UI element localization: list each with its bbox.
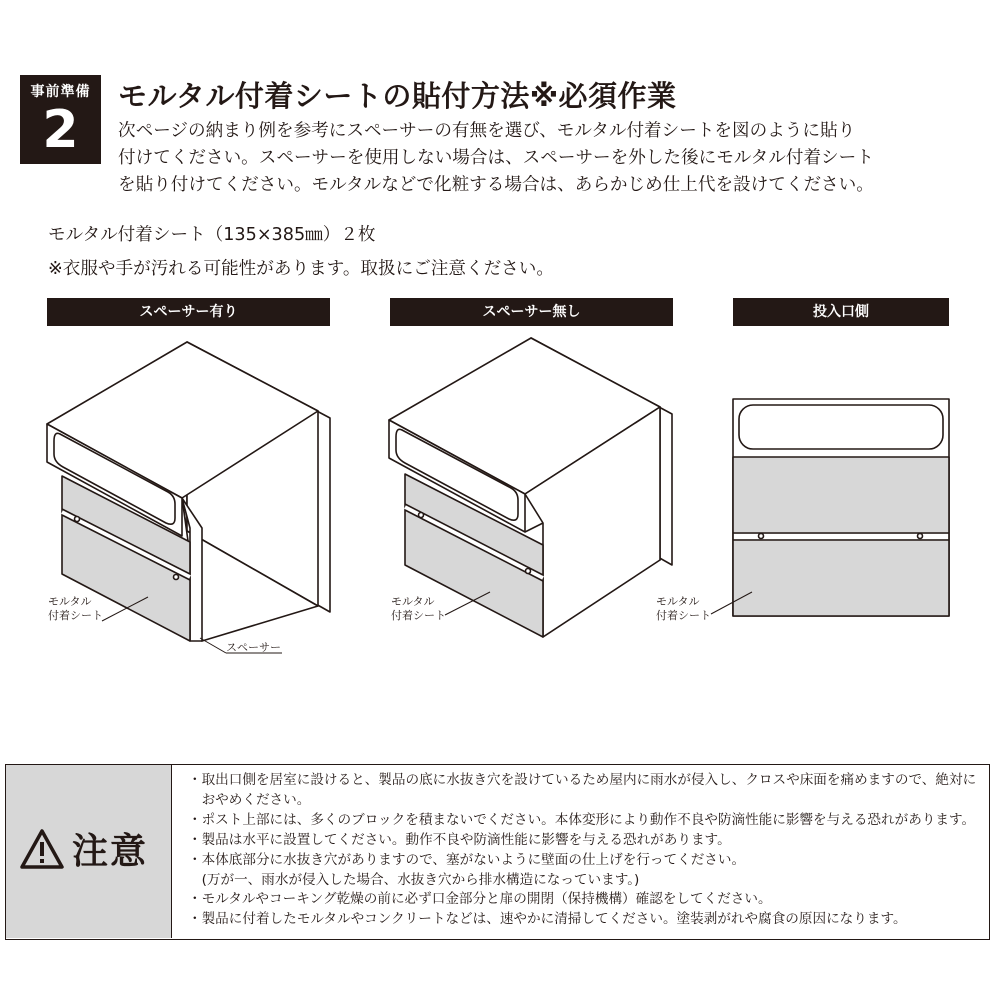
callout-mortar-sheet (656, 595, 711, 623)
caution-box (5, 764, 990, 940)
step-label: 事前準備 (30, 84, 91, 100)
callout-line: 付着シート (391, 609, 446, 622)
diagram-header-with-spacer: スペーサー有り (47, 298, 330, 326)
step-number: 2 (42, 100, 79, 160)
mailbox-without-spacer-illustration (389, 338, 672, 637)
caution-item: ・本体底部分に水抜き穴がありますので、塞がないように壁面の仕上げを行ってください。 (188, 851, 746, 868)
description-line: 次ページの納まり例を参考にスペーサーの有無を選び、モルタル付着シートを図のように貼り (118, 121, 856, 141)
caution-item: ・モルタルやコーキング乾燥の前に必ず口金部分と扉の開閉（保持機構）確認をしてください。 (188, 891, 772, 908)
callout-mortar-sheet (391, 595, 446, 623)
warning-triangle-icon (19, 827, 65, 871)
diagram-header-slot-side: 投入口側 (733, 298, 949, 326)
caution-item: ・取出口側を居室に設けると、製品の底に水抜き穴を設けているため屋内に雨水が侵入し、クロスや床面を痛めますので、絶対に (188, 772, 977, 788)
callout-line: 付着シート (48, 609, 103, 622)
caution-item: ・ポスト上部には、多くのブロックを積まないでください。本体変形により動作不良や防滴性能に影響を与える恐れがあります。 (188, 811, 976, 828)
callout-spacer: スペーサー (226, 641, 281, 654)
diagram-header-without-spacer: スペーサー無し (390, 298, 673, 326)
caution-heading-panel (6, 765, 172, 938)
caution-item: (万が一、雨水が侵入した場合、水抜き穴から排水構造になっています。) (188, 871, 640, 888)
callout-line: モルタル (656, 595, 700, 608)
caution-item: ・製品に付着したモルタルやコンクリートなどは、速やかに清掃してください。塗装剥がれや腐食の原因になります。 (188, 911, 907, 928)
callout-mortar-sheet (48, 595, 103, 623)
callout-line: 付着シート (656, 609, 711, 622)
slot-side-front-illustration (733, 399, 949, 616)
section-title: モルタル付着シートの貼付方法※必須作業 (118, 79, 677, 113)
caution-item: おやめください。 (188, 791, 311, 808)
caution-heading: 注意 (72, 831, 149, 872)
description-line: を貼り付けてください。モルタルなどで化粧する場合は、あらかじめ仕上代を設けてください。 (118, 175, 874, 195)
sheet-spec: モルタル付着シート（135×385㎜）２枚 (48, 225, 376, 245)
description-line: 付けてください。スペーサーを使用しない場合は、スペーサーを外した後にモルタル付着シート (118, 148, 874, 168)
caution-list (188, 771, 976, 930)
callout-line: モルタル (391, 595, 435, 608)
caution-item: ・製品は水平に設置してください。動作不良や防滴性能に影響を与える恐れがあります。 (188, 831, 731, 848)
callout-line: モルタル (48, 595, 92, 608)
handling-warning: ※衣服や手が汚れる可能性があります。取扱にご注意ください。 (48, 259, 554, 279)
